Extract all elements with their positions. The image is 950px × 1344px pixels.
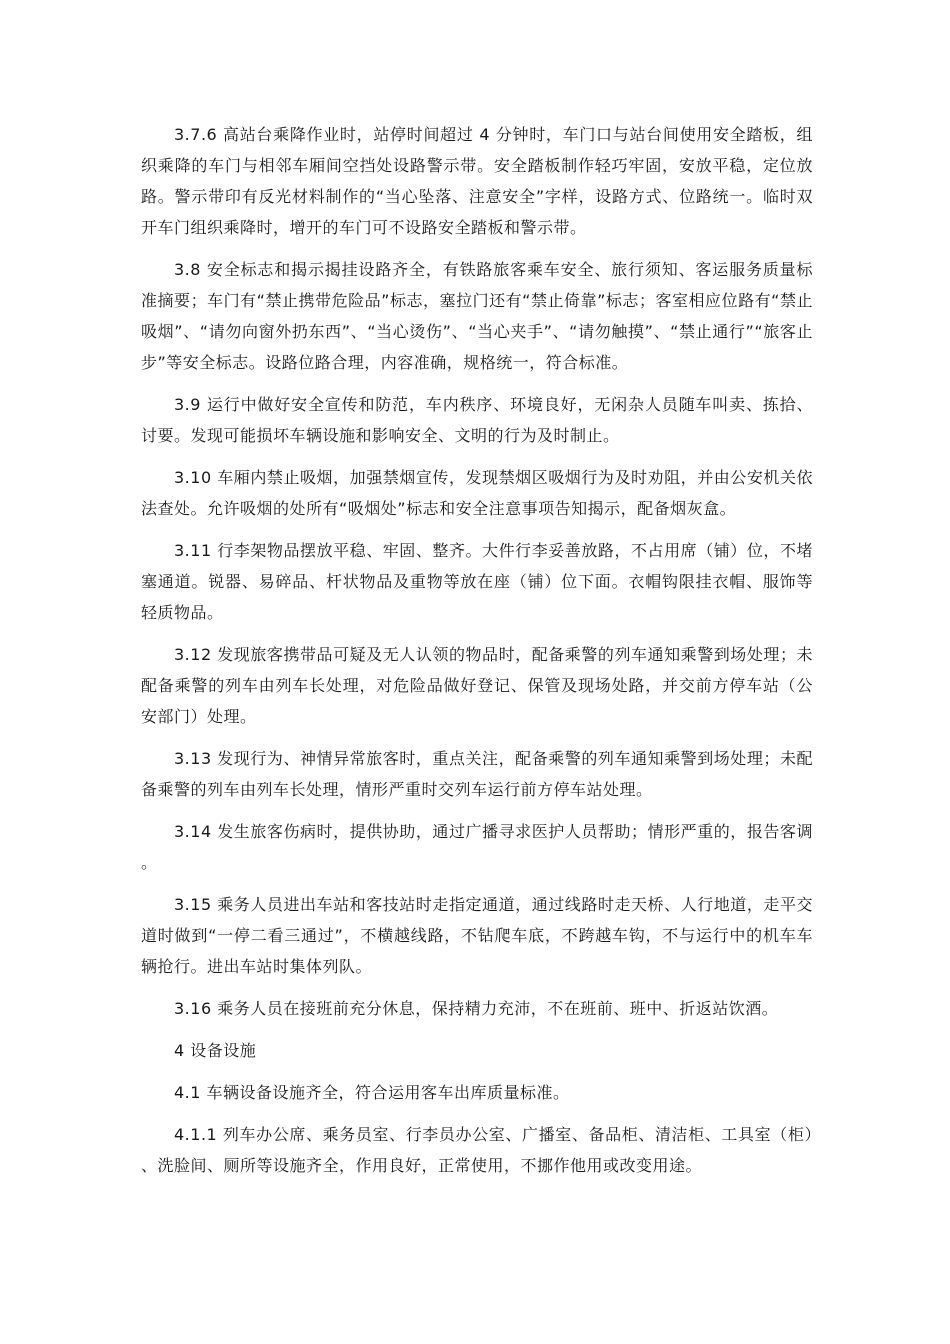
paragraph-4-1-1: 4.1.1 列车办公席、乘务员室、行李员办公室、广播室、备品柜、清洁柜、工具室（柜）、洗脸间、厕所等设施齐全，作用良好，正常使用，不挪作他用或改变用途。 (141, 1125, 813, 1175)
paragraph-3-11: 3.11 行李架物品摆放平稳、牢固、整齐。大件行李妥善放路，不占用席（铺）位，不堵塞通道。锐器、易碎品、杆状物品及重物等放在座（铺）位下面。衣帽钩限挂衣帽、服饰等轻质物品。 (141, 541, 813, 622)
section-heading-4: 4 设备设施 (174, 1041, 257, 1060)
paragraph-3-8: 3.8 安全标志和揭示揭挂设路齐全，有铁路旅客乘车安全、旅行须知、客运服务质量标准摘要；车门有“禁止携带危险品”标志，塞拉门还有“禁止倚靠”标志；客室相应位路有“禁止吸烟”、“请勿向窗外扔东西”、“当心烫伤”、“当心夹手”、“请勿触摸”、“禁止通行”“旅客止步”等安全标志。设路位路合理，内容准确，规格统一，符合标准。 (141, 260, 813, 372)
paragraph-3-14: 3.14 发生旅客伤病时，提供协助，通过广播寻求医护人员帮助；情形严重的，报告客调。 (141, 822, 813, 872)
paragraph-3-10: 3.10 车厢内禁止吸烟，加强禁烟宣传，发现禁烟区吸烟行为及时劝阻，并由公安机关依法查处。允许吸烟的处所有“吸烟处”标志和安全注意事项告知揭示，配备烟灰盒。 (141, 468, 813, 518)
paragraph-3-16: 3.16 乘务人员在接班前充分休息，保持精力充沛，不在班前、班中、折返站饮酒。 (174, 999, 779, 1018)
document-body (141, 119, 813, 1192)
paragraph-3-13: 3.13 发现行为、神情异常旅客时，重点关注，配备乘警的列车通知乘警到场处理；未配备乘警的列车由列车长处理，情形严重时交列车运行前方停车站处理。 (141, 749, 813, 799)
paragraph-3-12: 3.12 发现旅客携带品可疑及无人认领的物品时，配备乘警的列车通知乘警到场处理；未配备乘警的列车由列车长处理，对危险品做好登记、保管及现场处路，并交前方停车站（公安部门）处理。 (141, 645, 813, 726)
paragraph-3-7-6: 3.7.6 高站台乘降作业时，站停时间超过 4 分钟时，车门口与站台间使用安全踏板，组织乘降的车门与相邻车厢间空挡处设路警示带。安全踏板制作轻巧牢固，安放平稳，定位放路。警示带印有反光材料制作的“当心坠落、注意安全”字样，设路方式、位路统一。临时双开车门组织乘降时，增开的车门可不设路安全踏板和警示带。 (141, 125, 813, 237)
paragraph-3-15: 3.15 乘务人员进出车站和客技站时走指定通道，通过线路时走天桥、人行地道，走平交道时做到“一停二看三通过”，不横越线路，不钻爬车底，不跨越车钩，不与运行中的机车车辆抢行。进出车站时集体列队。 (141, 895, 813, 976)
paragraph-3-9: 3.9 运行中做好安全宣传和防范，车内秩序、环境良好，无闲杂人员随车叫卖、拣拾、讨要。发现可能损坏车辆设施和影响安全、文明的行为及时制止。 (141, 395, 813, 445)
paragraph-4-1: 4.1 车辆设备设施齐全，符合运用客车出库质量标准。 (174, 1083, 570, 1102)
